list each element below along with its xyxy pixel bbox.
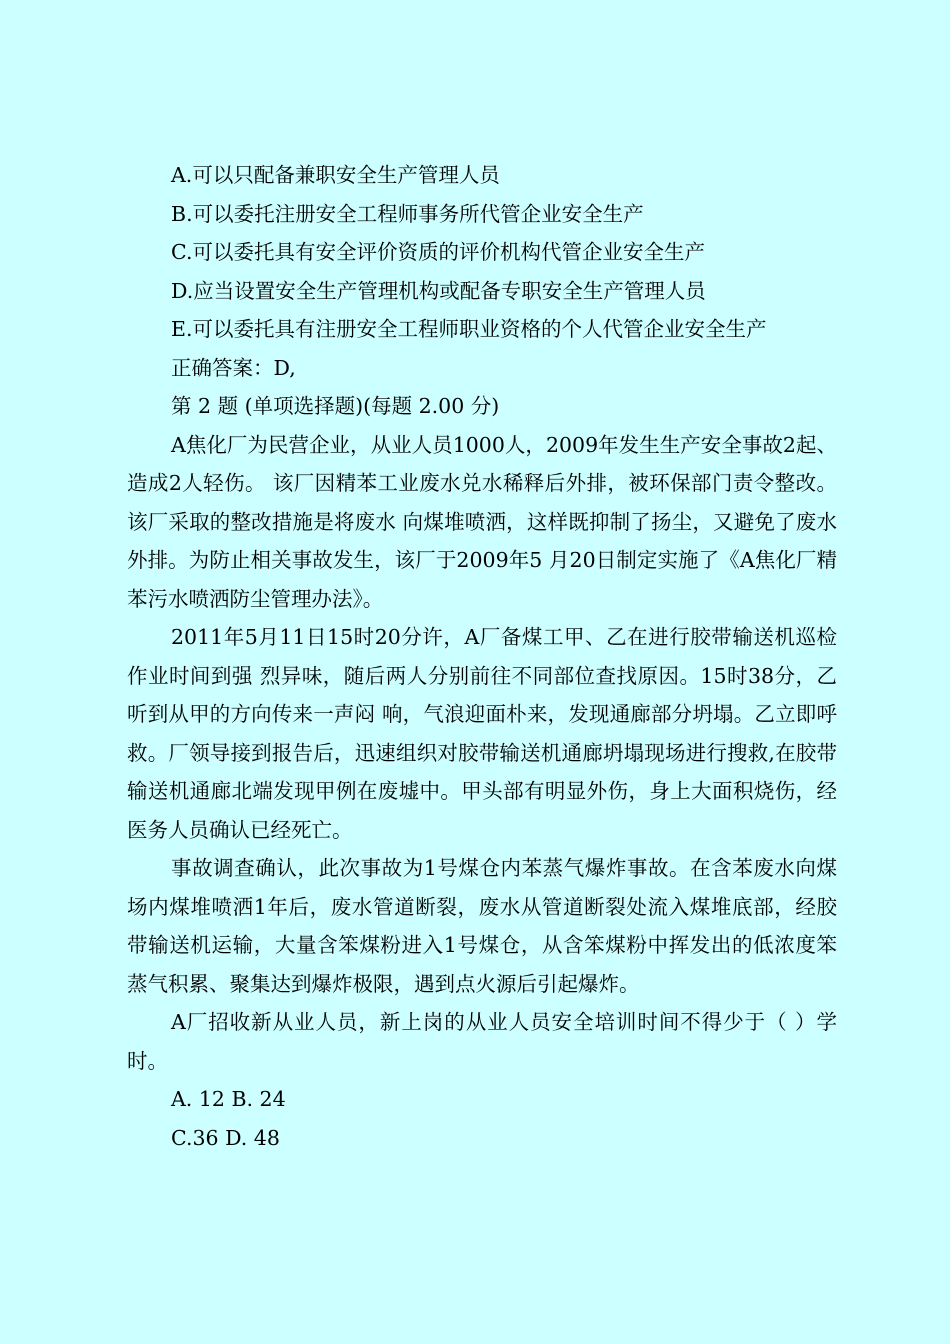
q1-option-d: D.应当设置安全生产管理机构或配备专职安全生产管理人员 <box>171 278 706 303</box>
q2-option-cd: C.36 D. 48 <box>171 1125 280 1150</box>
q2-option-ab: A. 12 B. 24 <box>171 1087 286 1111</box>
q2-paragraph-1: A焦化厂为民营企业，从业人员1000人，2009年发生生产安全事故2起、造成2人轻伤。 该厂因精苯工业废水兑水稀释后外排，被环保部门责令整改。该厂采取的整改措施是将废水 向煤堆喷洒，这样既抑制了扬尘，又避免了废水外排。为防止相关事故发生，该厂于2009年5 月20日制定实施了《A焦化厂精苯污水喷洒防尘管理办法》。 <box>127 432 837 611</box>
q2-header: 第 2 题 (单项选择题)(每题 2.00 分) <box>171 394 500 418</box>
q2-question: A厂招收新从业人员，新上岗的从业人员安全培训时间不得少于（ ）学时。 <box>127 1010 837 1073</box>
q1-option-c: C.可以委托具有安全评价资质的评价机构代管企业安全生产 <box>171 240 705 264</box>
q2-paragraph-3: 事故调查确认，此次事故为1号煤仓内苯蒸气爆炸事故。在含苯废水向煤场内煤堆喷洒1年后，废水管道断裂，废水从管道断裂处流入煤堆底部，经胶带输送机运输，大量含笨煤粉进入1号煤仓，从含笨煤粉中挥发出的低浓度笨蒸气积累、聚集达到爆炸极限，遇到点火源后引起爆炸。 <box>127 856 837 996</box>
document-body <box>127 156 837 1157</box>
q2-paragraph-2: 2011年5月11日15时20分许，A厂备煤工甲、乙在进行胶带输送机巡检作业时间到强 烈异味，随后两人分别前往不同部位查找原因。15时38分，乙听到从甲的方向传来一声闷 响，气浪迎面朴来，发现通廊部分坍塌。乙立即呼救。厂领导接到报告后，迅速组织对胶带输送机通廊坍塌现场进行搜救,在胶带输送机通廊北端发现甲例在废墟中。甲头部有明显外伤，身上大面积烧伤，经医务人员确认已经死亡。 <box>127 625 837 842</box>
q1-option-b: B.可以委托注册安全工程师事务所代管企业安全生产 <box>171 201 644 226</box>
q1-answer: 正确答案：D, <box>171 355 296 380</box>
q1-option-e: E.可以委托具有注册安全工程师职业资格的个人代管企业安全生产 <box>171 317 767 341</box>
q1-option-a: A.可以只配备兼职安全生产管理人员 <box>171 163 500 187</box>
